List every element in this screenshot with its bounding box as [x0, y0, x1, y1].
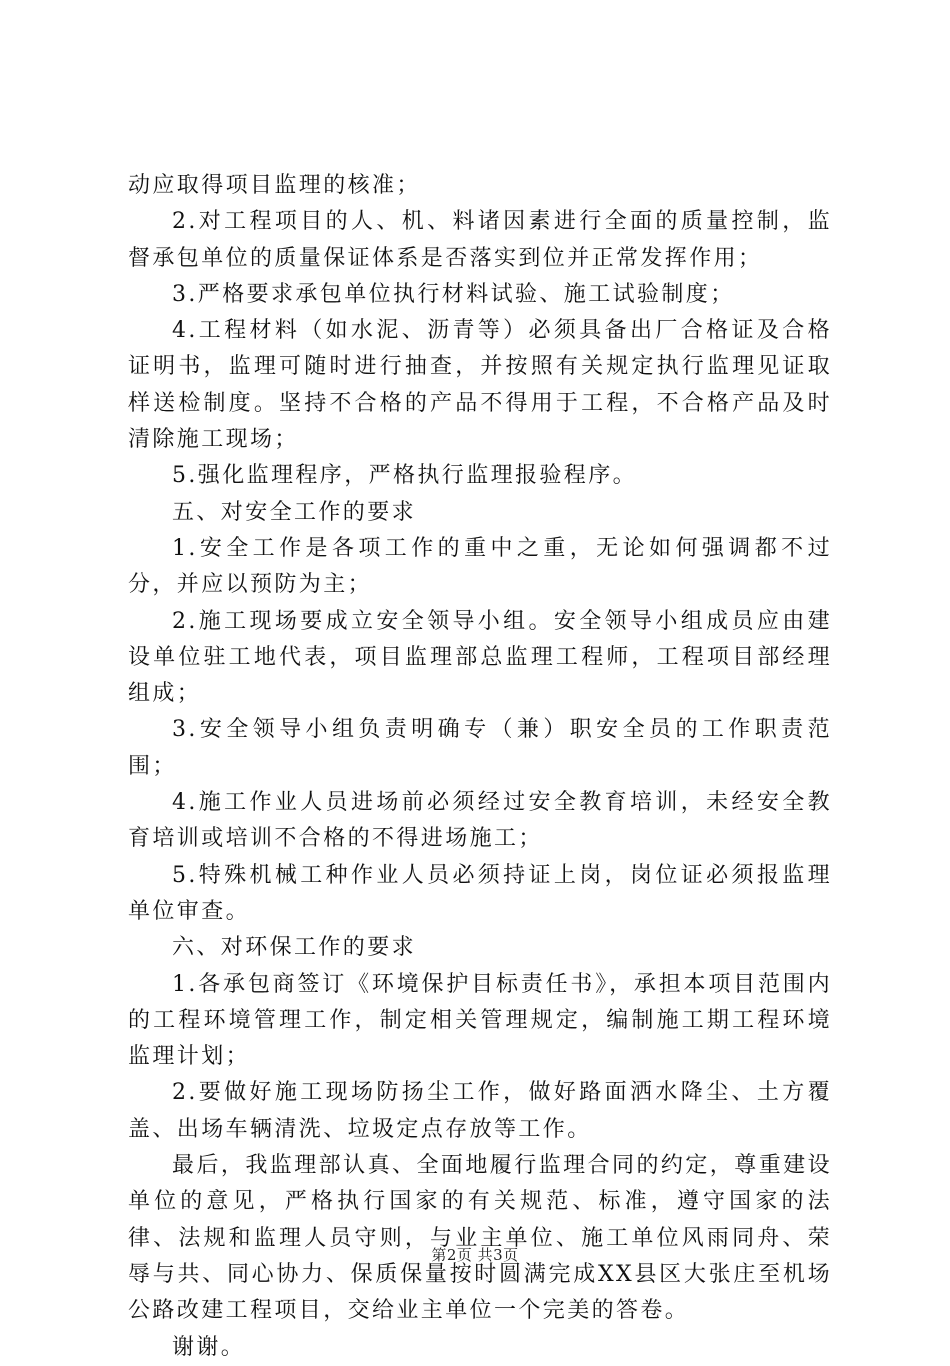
paragraph: 5.强化监理程序，严格执行监理报验程序。 [172, 463, 637, 489]
paragraph: 3.严格要求承包单位执行材料试验、施工试验制度； [172, 281, 735, 307]
paragraph: 2.施工现场要成立安全领导小组。安全领导小组成员应由建设单位驻工地代表，项目监理部总监理工程师，工程项目部经理组成； [128, 608, 832, 707]
paragraph: 动应取得项目监理的核准； [128, 173, 421, 198]
paragraph: 2.对工程项目的人、机、料诸因素进行全面的质量控制，监督承包单位的质量保证体系是否落实到位并正常发挥作用； [128, 209, 832, 271]
section-heading: 六、对环保工作的要求 [172, 935, 417, 961]
paragraph: 1.各承包商签订《环境保护目标责任书》，承担本项目范围内的工程环境管理工作，制定相关管理规定，编制施工期工程环境监理计划； [128, 971, 832, 1070]
paragraph: 谢谢。 [172, 1334, 246, 1360]
section-heading: 五、对安全工作的要求 [172, 499, 417, 525]
page-footer: 第2页 共3页 [431, 1246, 519, 1264]
paragraph: 5.特殊机械工种作业人员必须持证上岗，岗位证必须报监理单位审查。 [128, 862, 832, 924]
document-body [128, 168, 832, 1366]
paragraph: 3.安全领导小组负责明确专（兼）职安全员的工作职责范围； [128, 717, 832, 779]
paragraph: 4.施工作业人员进场前必须经过安全教育培训，未经安全教育培训或培训不合格的不得进场施工； [128, 790, 832, 852]
paragraph: 1.安全工作是各项工作的重中之重，无论如何强调都不过分，并应以预防为主； [128, 535, 832, 598]
paragraph: 2.要做好施工现场防扬尘工作，做好路面洒水降尘、土方覆盖、出场车辆清洗、垃圾定点存放等工作。 [128, 1080, 832, 1142]
paragraph: 4.工程材料（如水泥、沥青等）必须具备出厂合格证及合格证明书，监理可随时进行抽查，并按照有关规定执行监理见证取样送检制度。坚持不合格的产品不得用于工程，不合格产品及时清除施工现场； [128, 318, 832, 453]
paragraph: 最后，我监理部认真、全面地履行监理合同的约定，尊重建设单位的意见，严格执行国家的有关规范、标准，遵守国家的法律、法规和监理人员守则，与业主单位、施工单位风雨同舟、荣辱与共、同心协力、保质保量按时圆满完成XX县区大张庄至机场公路改建工程项目，交给业主单位一个完美的答卷。 [128, 1153, 832, 1324]
